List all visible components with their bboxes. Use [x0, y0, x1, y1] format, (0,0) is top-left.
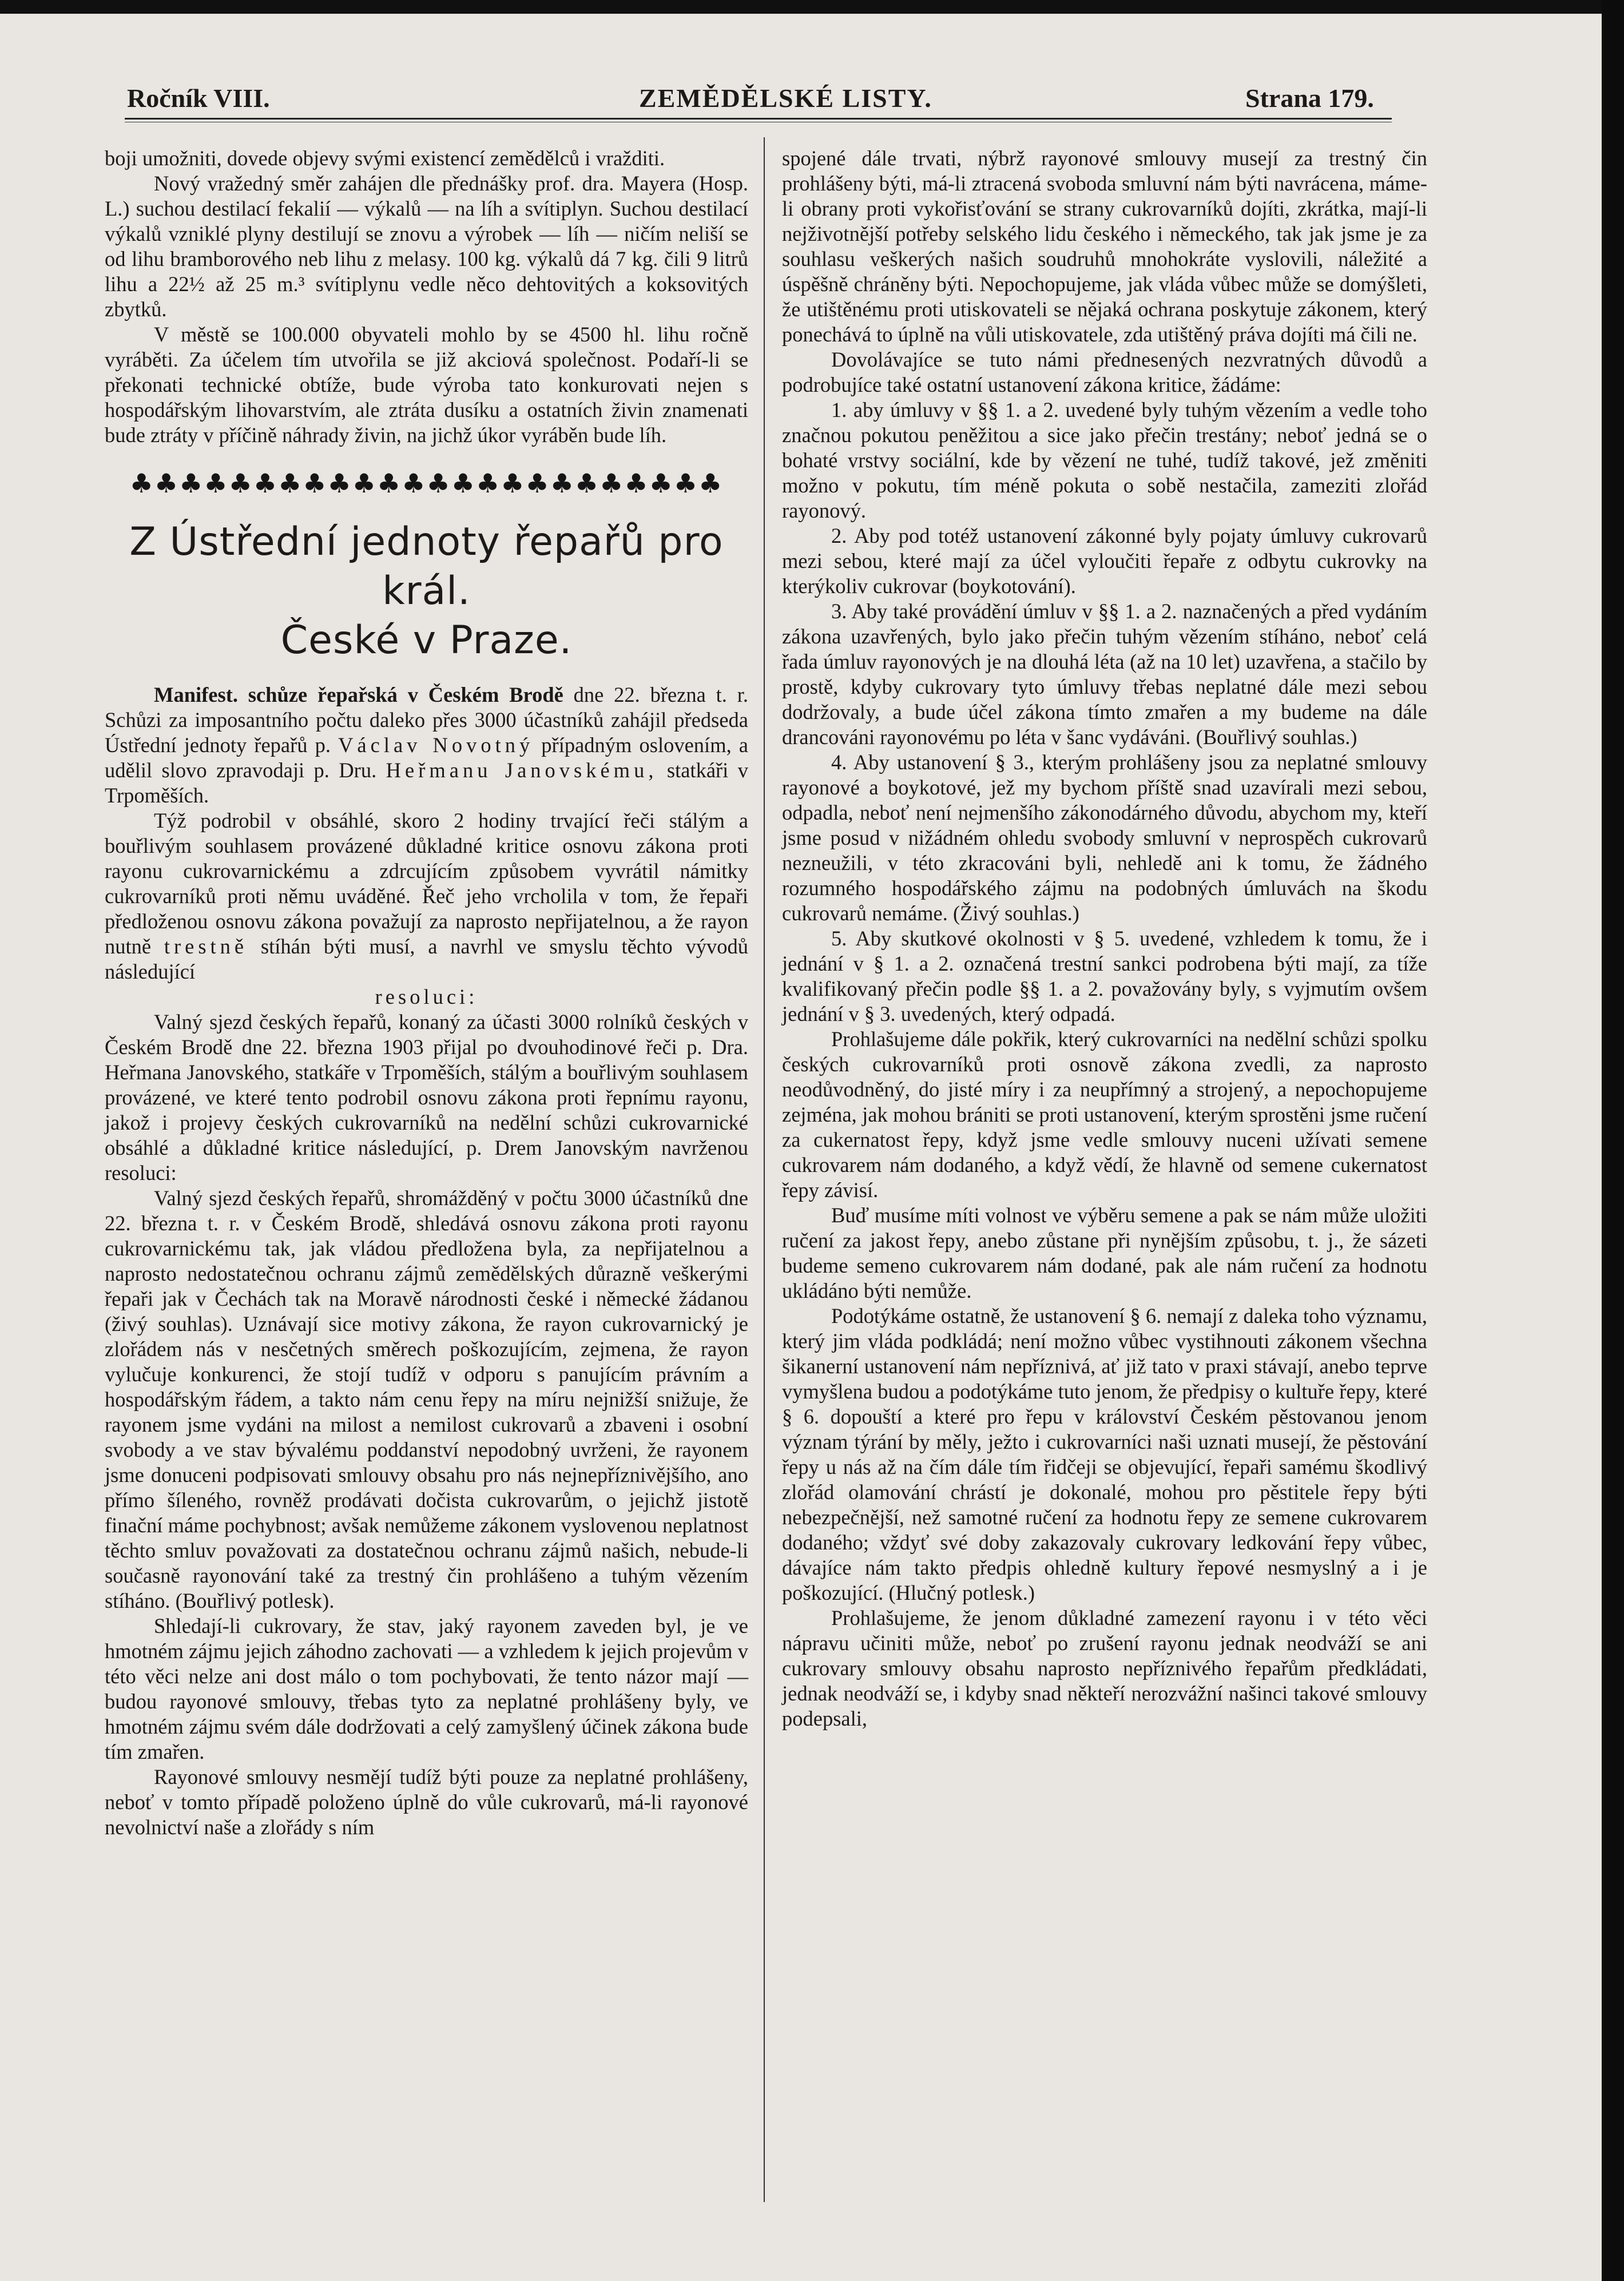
paragraph: spojené dále trvati, nýbrž rayonové smlouvy musejí za trestný čin prohlášeny býti, má-li ztracená svoboda smluvní nám býti navrácena, máme-li obrany proti vykořisťování se strany cukrovarníků dojíti, zkrátka, mají-li nejživotnější potřeby selského lidu českého i německého, tak jak jsme je za souhlasu veškerých našich soudruhů mnohokráte vyslovili, náležité a úspěšně chráněny býti. Nepochopujeme, jak vláda vůbec může se domýšleti, že utištěnému proti utiskovateli se nějaká ochrana poskytuje zákonem, který ponechává to úplně na vůli utiskovatele, zda utištěný práva dojíti má čili ne.: [782, 146, 1427, 346]
paragraph: [105, 808, 748, 984]
person-name: Václav Novotný: [338, 733, 534, 757]
paragraph: Buď musíme míti volnost ve výběru semene a pak se nám může uložiti ručení za jakost řepy, anebo zůstane při nynějším způsobu, t. j., že sázeti budeme semeno cukrovarem nám dodané, pak ale nám ručení za hodnotu ukládáno býti nemůže.: [782, 1203, 1427, 1302]
resolution-heading: resoluci:: [375, 985, 478, 1008]
page-number: Strana 179.: [1245, 84, 1374, 113]
paragraph: V městě se 100.000 obyvateli mohlo by se 4500 hl. lihu ročně vyráběti. Za účelem tím utvořila se již akciová společnost. Podaří-li se překonati technické obtíže, bude výroba tato konkurovati nejen s hospodářským lihovarstvím, ale ztráta dusíku a ostatních živin znamenati bude ztráty v příčině náhrady živin, na jichž úkor vyráběn bude líh.: [105, 323, 748, 447]
paragraph: Prohlašujeme dále pokřik, který cukrovarníci na nedělní schůzi spolku českých cukrovarníků proti osnově zákona zvedli, za naprosto neodůvodněný, do jisté míry i za neupřímný a strojený, a nepochopujeme zejména, jak mohou brániti se proti ustanovení, kterým sprostěni jsme ručení za cukernatost řepy, když jsme vedle smlouvy nuceni užívati semene cukrovarem nám dodaného, a když vědí, že hlavně od semene cukernatost řepy závisí.: [782, 1027, 1427, 1202]
header-rule: [125, 118, 1392, 122]
journal-title: ZEMĚDĚLSKÉ LISTY.: [639, 84, 932, 113]
emphasis: trestně: [164, 935, 248, 958]
demand-item: 2. Aby pod totéž ustanovení zákonné byly pojaty úmluvy cukrovarů mezi sebou, které mají za účel vyloučiti řepaře z odbytu cukrovky na kterýkoliv cukrovar (boykotování).: [782, 524, 1427, 598]
paragraph: Podotýkáme ostatně, že ustanovení § 6. nemají z daleka toho významu, který jim vláda podkládá; není možno vůbec vystihnouti zákonem všechna šikanerní ustanovení nám nepříznivá, ať již tato v praxi stávají, anebo teprve vymyšlena budou a podotýkáme tuto jenom, že předpisy o kultuře řepy, které § 6. dopouští a které pro řepu v království Českém pěstovanou jenom význam týrání by měly, ježto i cukrovarníci naši uznati musejí, že pěstování řepy u nás až na čím dále tím řidčeji se objevující, řepaři samému škodlivý zlořád olamování chrástí je dokonalé, mohou pro pěstitele řepy býti nebezpečnější, než samotné ručení za hodnotu řepy ze semene cukrovarem dodaného; vždyť své doby zakazovaly cukrovary ledkování řepy vůbec, dávajíce nám takto předpis ohledně kultury řepové nesmyslný a i je poškozující. (Hlučný potlesk.): [782, 1304, 1427, 1604]
volume-label: Ročník VIII.: [127, 84, 270, 113]
person-name: Heřmanu Janovskému,: [386, 758, 658, 782]
paragraph: Valný sjezd českých řepařů, konaný za účasti 3000 rolníků českých v Českém Brodě dne 22. března 1903 přijal po dvouhodinové řeči p. Dra. Heřmana Janovského, statkáře v Trpoměších, stálým a bouřlivým souhlasem provázené, ve které tento podrobil osnovu zákona proti řepnímu rayonu, jakož i projevy českých cukrovarníků na nedělní schůzi cukrovarnické obsáhlé a důkladné kritice následující, p. Drem Janovským navrženou resoluci:: [105, 1010, 748, 1185]
paragraph: boji umožniti, dovede objevy svými existencí zemědělců i vražditi.: [105, 146, 665, 170]
demand-item: 1. aby úmluvy v §§ 1. a 2. uvedené byly tuhým vězením a vedle toho značnou pokutou peněžitou a sice jako přečin trestány; neboť jedná se o bohaté vrstvy sociální, kde by vězení ne tuhé, tudíž takové, jež změniti možno v pokutu, tím méně pokuta o sobě nestačila, zameziti zlořád rayonový.: [782, 398, 1427, 522]
paragraph: Prohlašujeme, že jenom důkladné zamezení rayonu i v této věci nápravu učiniti může, neboť po zrušení rayonu jednak neodváží se ani cukrovary smlouvy obsahu naprosto nepříznivého řepařům předkládati, jednak neodváží se, i kdyby snad někteří nerozvážní našinci takové smlouvy podepsali,: [782, 1606, 1427, 1730]
scan-top-edge: [0, 0, 1624, 14]
paragraph: Dovolávajíce se tuto námi přednesených nezvratných důvodů a podrobujíce také ostatní ustanovení zákona kritice, žádáme:: [782, 348, 1427, 396]
right-column: [782, 146, 1427, 1731]
text-run: statkáři v Trpoměších.: [105, 758, 748, 807]
column-divider: [764, 137, 765, 2202]
left-column: [105, 146, 748, 1840]
demand-item: 4. Aby ustanovení § 3., kterým prohlášeny jsou za neplatné smlouvy rayonové a boykotové, jež my bychom příště snad uzavírali mezi sebou, odpadla, neboť není nejmenšího zákonodárného důvodu, abychom my, kteří jsme posud v nižádném ohledu svobody smluvní v neprospěch cukrovarů nezneužili, v této zkracováni byli, nehledě ani k tomu, že žádného rozumného hospodářského zájmu na podobných úmluvách na škodu cukrovarů nemáme. (Živý souhlas.): [782, 750, 1427, 925]
paragraph: Shledají-li cukrovary, že stav, jaký rayonem zaveden byl, je ve hmotném zájmu jejich záhodno zachovati — a vzhledem k jejich projevům v této věci nelze ani dost málo o tom pochybovati, že tento názor mají — budou rayonové smlouvy, třebas tyto za neplatné prohlášeny byly, ve hmotném zájmu svém dále dodržovati a celý zamyšlený účinek zákona bude tím zmařen.: [105, 1614, 748, 1763]
text-run: případným oslovením, a udělil slovo zpravodaji p. Dru.: [105, 733, 748, 782]
paragraph: Valný sjezd českých řepařů, shromážděný v počtu 3000 účastníků dne 22. března t. r. v Českém Brodě, shledává osnovu zákona proti rayonu cukrovarnickému tak, jak vládou předložena byla, za nepřijatelnou a naprosto nedostatečnou ochranu zájmů zemědělských důrazně veškerými řepaři jak v Čechách tak na Moravě národnosti české i německé žádanou (živý souhlas). Uznávají sice motivy zákona, že rayon cukrovarnický je zlořádem nás v nesčetných směrech poškozujícím, zejmena, že rayon vylučuje konkurenci, že stojí tudíž v odporu s panujícím právním a hospodářským řádem, a takto nám cenu řepy na míru nejnižší snižuje, že rayonem jsme vydáni na milost a nemilost cukrovarů a zbaveni i osobní svobody a ve stav bývalému poddanství nepodobný uvrženi, že rayonem jsme donuceni podpisovati smlouvy obsahu pro nás nejnepříznivějšího, ano přímo šíleného, rovněž prodávati dočista cukrovarům, o jejichž jistotě finační máme pochybnost; avšak nemůžeme zákonem vyslovenou neplatnost těchto smluv považovati za dostatečnou ochranu zájmů našich, nebude-li současně rayonování také za trestný čin prohlášeno a tuhým vězením stíháno. (Bouřlivý potlesk).: [105, 1186, 748, 1612]
paragraph: Rayonové smlouvy nesmějí tudíž býti pouze za neplatné prohlášeny, neboť v tomto případě položeno úplně do vůle cukrovarů, má-li rayonové nevolnictví naše a zlořády s ním: [105, 1765, 748, 1839]
demand-item: 5. Aby skutkové okolnosti v § 5. uvedené, vzhledem k tomu, že i jednání v § 1. a 2. označená trestní sankci podrobena býti mají, za tíže kvalifikovaný přečin podle §§ 1. a 2. považovány byly, s vyjmutím ovšem jednání v § 3. uvedených, který odpadá.: [782, 927, 1427, 1026]
page-header: [127, 83, 1385, 117]
demand-item: 3. Aby také provádění úmluv v §§ 1. a 2. naznačených a před vydáním zákona uzavřených, bylo jako přečin tuhým vězením stíháno, neboť celá řada úmluv rayonových je na dlouhá léta (až na 10 let) uzavřena, a stačilo by prostě, kdyby cukrovary tyto úmluvy třebas neplatné dále mezi sebou dodržovaly, a bude účel zákona tímto zmařen a my budeme na dále drancováni rayonovému po léta v šanc vydáváni. (Bouřlivý souhlas.): [782, 599, 1427, 749]
text-run: stíhán býti musí, a navrhl ve smyslu těchto vývodů následující: [105, 935, 748, 983]
manifest-heading: Manifest. schůze řepařská v Českém Brodě: [154, 683, 563, 706]
ornament-divider: ♣♣♣♣♣♣♣♣♣♣♣♣♣♣♣♣♣♣♣♣♣♣♣♣: [129, 468, 724, 499]
section-title: [105, 518, 748, 665]
text-run: Týž podrobil v obsáhlé, skoro 2 hodiny trvající řeči stálým a bouřlivým souhlasem provázené důkladné kritice osnovu zákona proti rayonu cukrovarnickému a zdrcujícím způsobem vyvrátil námitky cukrovarníků proti němu uváděné. Řeč jeho vrcholila v tom, že řepaři předloženou osnovu zákona považují za naprosto nepřijatelnou, a že rayon nutně: [105, 809, 748, 958]
section-title-line: Z Ústřední jednoty řepařů pro král.: [129, 519, 724, 614]
section-title-line: České v Praze.: [280, 618, 573, 663]
paragraph: Nový vražedný směr zahájen dle přednášky prof. dra. Mayera (Hosp. L.) suchou destilací fekalií — výkalů — na líh a svítiplyn. Suchou destilací výkalů vzniklé plyny destilují se znovu a výrobek — líh — ničím neliší se od lihu bramborového neb lihu z melasy. 100 kg. výkalů dá 7 kg. čili 9 litrů lihu a 22½ až 25 m.³ svítiplynu vedle něco dehtovitých a koksovitých zbytků.: [105, 172, 748, 321]
scan-right-edge: [1602, 0, 1624, 2281]
paragraph: [105, 682, 748, 808]
text-run: dne 22. března t. r. Schůzi za imposantního počtu daleko přes 3000 účastníků zahájil předseda Ústřední jednoty řepařů p.: [105, 683, 748, 757]
